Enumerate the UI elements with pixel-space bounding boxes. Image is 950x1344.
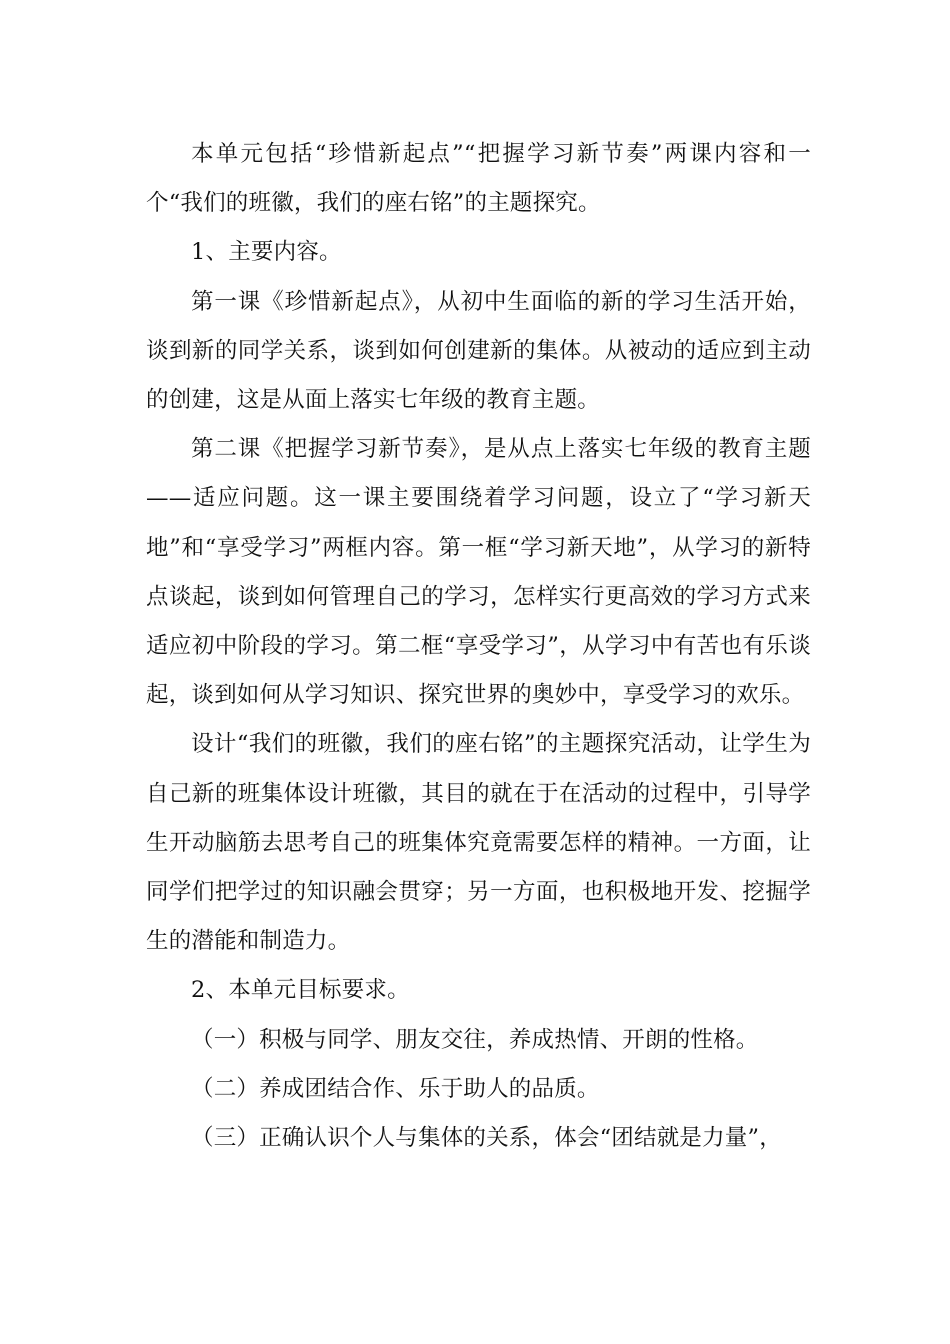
document-body (146, 130, 811, 1163)
goal-item-1: （一）积极与同学、朋友交往，养成热情、开朗的性格。 (191, 1026, 759, 1053)
goal-item-3: （三）正确认识个人与集体的关系，体会“团结就是力量”， (191, 1125, 782, 1152)
lesson-two-paragraph: 第二课《把握学习新节奏》，是从点上落实七年级的教育主题——适应问题。这一课主要围绕着学习问题，设立了“学习新天地”和“享受学习”两框内容。第一框“学习新天地”，从学习的新特点谈起，谈到如何管理自己的学习，怎样实行更高效的学习方式来适应初中阶段的学习。第二框“享受学习”，从学习中有苦也有乐谈起，谈到如何从学习知识、探究世界的奥妙中，享受学习的欢乐。 (146, 436, 811, 709)
intro-paragraph: 本单元包括“珍惜新起点”“把握学习新节奏”两课内容和一个“我们的班徽，我们的座右铭”的主题探究。 (146, 141, 811, 217)
theme-inquiry-paragraph: 设计“我们的班徽，我们的座右铭”的主题探究活动，让学生为自己新的班集体设计班徽，其目的就在于在活动的过程中，引导学生开动脑筋去思考自己的班集体究竟需要怎样的精神。一方面，让同学们把学过的知识融会贯穿；另一方面，也积极地开发、挖掘学生的潜能和制造力。 (146, 731, 811, 955)
lesson-one-paragraph: 第一课《珍惜新起点》，从初中生面临的新的学习生活开始，谈到新的同学关系，谈到如何创建新的集体。从被动的适应到主动的创建，这是从面上落实七年级的教育主题。 (146, 288, 811, 414)
goal-item-2: （二）养成团结合作、乐于助人的品质。 (191, 1075, 600, 1102)
section-heading-main-content: 1、主要内容。 (191, 239, 342, 266)
section-heading-unit-goals: 2、本单元目标要求。 (191, 977, 410, 1004)
